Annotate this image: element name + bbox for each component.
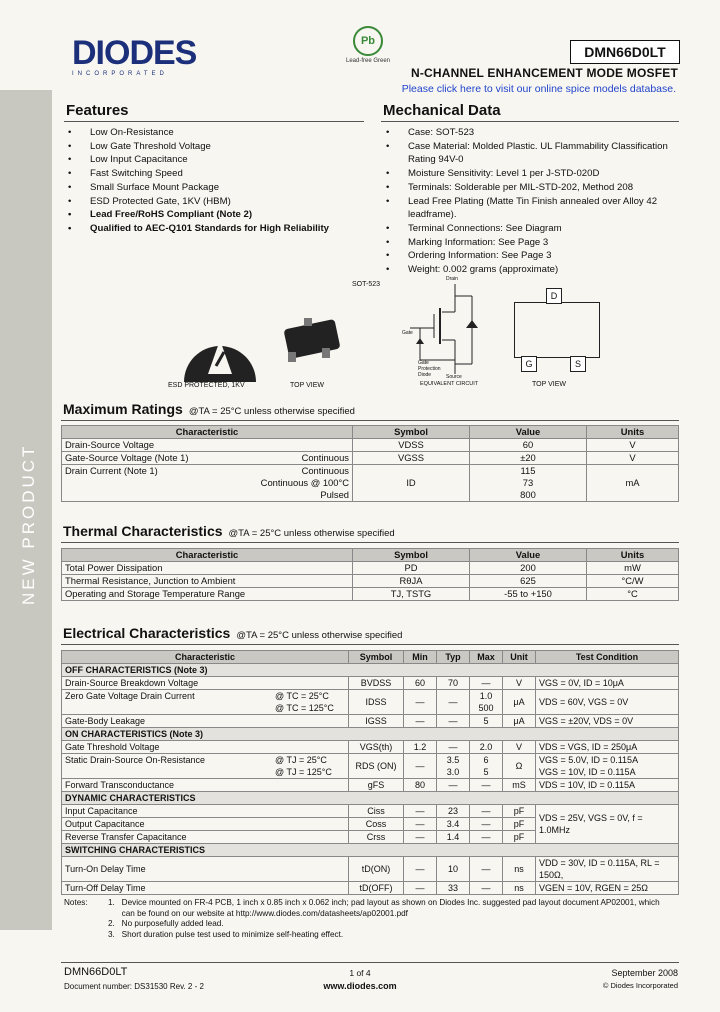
table-row: Turn-Off Delay Time tD(OFF) — 33 — ns VGEN = 10V, RGEN = 25Ω bbox=[62, 882, 679, 895]
table-row: Input Capacitance Ciss — 23 — pF VDS = 25V, VGS = 0V, f = 1.0MHz bbox=[62, 805, 679, 818]
device-subtitle: N-CHANNEL ENHANCEMENT MODE MOSFET bbox=[410, 66, 678, 80]
feature-item: • ESD Protected Gate, 1KV (HBM) bbox=[68, 195, 368, 209]
footer-copyright: © Diodes Incorporated bbox=[602, 981, 678, 990]
sot523-package-icon bbox=[282, 318, 342, 368]
features-list bbox=[68, 126, 368, 236]
electrical-table: Characteristic Symbol Min Typ Max Unit Test Condition OFF CHARACTERISTICS (Note 3) Drain-Source Breakdown Voltage BVDSS 60 70 — V VGS = 0V, ID = 10μA Zero Gate Voltage Drain Current @ TC = 25°C @ TC = 125°C IDSS — — 1.0 500 μA VDS = 60V, VGS = 0V Gate-Body Leakage IGSS — — 5 μA VGS = ±20V, VDS = 0V ON CHARACTERISTICS (Note 3) Gate Threshold Voltage VGS(th) 1.2 — 2.0 V VDS = VGS, ID = 250μA Static Drain-Source On-Resistance @ TJ = 25°C @ TJ = 125°C RDS (ON) — 3.5 3.0 6 5 Ω VGS = 5.0V, ID = 0.115A VGS = 10V, ID = 0.115A Forward Transconductance gFS 80 — — mS VDS = 10V, ID = 0.115A DYNAMIC CHARACTERISTICS Input Capacitance Ciss — 23 — pF VDS = 25V, VGS = 0V, f = 1.0MHz Output Capacitance Coss — 3.4 — pF Reverse Transfer Capacitance Crss — 1.4 — pF SWITCHING CHARACTERISTICS Turn-On Delay Time tD(ON) — 10 — ns VDD = 30V, ID = 0.115A, RL = 150Ω, Turn-Off Delay Time tD(OFF) — 33 — ns VGEN = 10V, RGEN = 25Ω bbox=[61, 650, 679, 895]
feature-item: • Fast Switching Speed bbox=[68, 167, 368, 181]
pin-d: D bbox=[546, 288, 562, 304]
note-item: 2. No purposefully added lead. bbox=[108, 919, 224, 928]
table-row: Gate-Source Voltage (Note 1) Continuous VGSS ±20 V bbox=[62, 452, 679, 465]
max-ratings-divider bbox=[61, 420, 679, 421]
logo-text: DIODES bbox=[72, 34, 197, 72]
top-view-caption-1: TOP VIEW bbox=[290, 382, 324, 389]
pin-s: S bbox=[570, 356, 586, 372]
sidebar-new-product: NEW PRODUCT bbox=[19, 443, 38, 605]
footer-page: 1 of 4 bbox=[349, 968, 371, 978]
electrical-divider bbox=[61, 644, 679, 645]
diodes-logo bbox=[72, 36, 212, 76]
equivalent-circuit-diagram bbox=[400, 284, 500, 380]
footer-divider bbox=[61, 962, 679, 963]
mechanical-item: • Weight: 0.002 grams (approximate) bbox=[386, 263, 676, 277]
feature-item: • Low Input Capacitance bbox=[68, 153, 368, 167]
mechanical-item: • Marking Information: See Page 3 bbox=[386, 236, 676, 250]
thermal-table: Characteristic Symbol Value Units Total Power Dissipation PD 200 mW Thermal Resistance, Junction to Ambient RθJA 625 °C/W Operating and Storage Temperature Range TJ, TSTG -55 to +150 °C bbox=[61, 548, 679, 601]
esd-symbol-icon bbox=[180, 318, 260, 384]
thermal-divider bbox=[61, 542, 679, 543]
table-row: Static Drain-Source On-Resistance @ TJ = 25°C @ TJ = 125°C RDS (ON) — 3.5 3.0 6 5 Ω VGS = 5.0V, ID = 0.115A VGS = 10V, ID = 0.115A bbox=[62, 754, 679, 779]
drain-label: Drain bbox=[446, 276, 458, 282]
top-view-caption-2: TOP VIEW bbox=[532, 381, 566, 388]
footer-date: September 2008 bbox=[611, 968, 678, 978]
feature-item: • Small Surface Mount Package bbox=[68, 181, 368, 195]
max-ratings-title: Maximum Ratings @TA = 25°C unless otherwise specified bbox=[63, 401, 355, 417]
feature-item: • Qualified to AEC-Q101 Standards for High Reliability bbox=[68, 222, 368, 236]
table-row: Drain-Source Voltage VDSS 60 V bbox=[62, 439, 679, 452]
table-row: Gate Threshold Voltage VGS(th) 1.2 — 2.0 V VDS = VGS, ID = 250μA bbox=[62, 741, 679, 754]
source-label: Source bbox=[446, 374, 462, 380]
feature-item: • Low Gate Threshold Voltage bbox=[68, 140, 368, 154]
feature-item: • Lead Free/RoHS Compliant (Note 2) bbox=[68, 208, 368, 222]
thermal-title: Thermal Characteristics @TA = 25°C unless otherwise specified bbox=[63, 523, 395, 539]
lead-free-label: Lead-free Green bbox=[345, 58, 391, 64]
notes-block bbox=[64, 898, 688, 940]
pin-g: G bbox=[521, 356, 537, 372]
electrical-title: Electrical Characteristics @TA = 25°C unless otherwise specified bbox=[63, 625, 403, 641]
table-row: Drain Current (Note 1) Continuous Continuous @ 100°C Pulsed ID 115 73 800 mA bbox=[62, 465, 679, 502]
feature-item: • Low On-Resistance bbox=[68, 126, 368, 140]
gate-protection-label: Gate Protection Diode bbox=[418, 360, 441, 378]
note-item: 3. Short duration pulse test used to minimize self-heating effect. bbox=[108, 929, 344, 939]
features-title: Features bbox=[66, 102, 129, 119]
mechanical-item: • Terminal Connections: See Diagram bbox=[386, 222, 676, 236]
mechanical-title: Mechanical Data bbox=[383, 102, 501, 119]
max-ratings-table: Characteristic Symbol Value Units Drain-Source Voltage VDSS 60 V Gate-Source Voltage (Note 1) Continuous VGSS ±20 V Drain Current (Note 1) Continuous Continuous @ 100°C Pulsed ID 115 73 800 mA bbox=[61, 425, 679, 502]
footer-website-link[interactable]: www.diodes.com bbox=[323, 981, 397, 991]
spice-models-link[interactable]: Please click here to visit our online spice models database. bbox=[401, 83, 676, 95]
equivalent-circuit-caption: EQUIVALENT CIRCUIT bbox=[420, 381, 479, 387]
notes-label: Notes: bbox=[64, 898, 88, 907]
mechanical-item: • Lead Free Plating (Matte Tin Finish annealed over Alloy 42 leadframe). bbox=[386, 195, 676, 222]
table-row: Gate-Body Leakage IGSS — — 5 μA VGS = ±20V, VDS = 0V bbox=[62, 715, 679, 728]
table-row: Thermal Resistance, Junction to Ambient RθJA 625 °C/W bbox=[62, 575, 679, 588]
part-number-box: DMN66D0LT bbox=[570, 40, 680, 64]
mechanical-item: • Ordering Information: See Page 3 bbox=[386, 249, 676, 263]
mechanical-list bbox=[386, 126, 676, 277]
features-divider bbox=[64, 121, 364, 122]
table-row: Reverse Transfer Capacitance Crss — 1.4 — pF bbox=[62, 831, 679, 844]
mechanical-divider bbox=[381, 121, 679, 122]
mechanical-item: • Case: SOT-523 bbox=[386, 126, 676, 140]
table-row: Turn-On Delay Time tD(ON) — 10 — ns VDD = 30V, ID = 0.115A, RL = 150Ω, bbox=[62, 857, 679, 882]
lead-free-badge bbox=[338, 26, 398, 64]
table-row: Output Capacitance Coss — 3.4 — pF bbox=[62, 818, 679, 831]
sot523-label: SOT-523 bbox=[352, 281, 381, 288]
pinout-top-view bbox=[514, 302, 600, 358]
pb-icon: Pb bbox=[353, 26, 383, 56]
table-row: Zero Gate Voltage Drain Current @ TC = 25°C @ TC = 125°C IDSS — — 1.0 500 μA VDS = 60V, VGS = 0V bbox=[62, 690, 679, 715]
mechanical-item: • Terminals: Solderable per MIL-STD-202, Method 208 bbox=[386, 181, 676, 195]
esd-caption: ESD PROTECTED, 1KV bbox=[168, 382, 245, 389]
mechanical-item: • Moisture Sensitivity: Level 1 per J-STD-020D bbox=[386, 167, 676, 181]
mechanical-item: • Case Material: Molded Plastic. UL Flammability Classification Rating 94V-0 bbox=[386, 140, 676, 167]
sidebar-band bbox=[0, 90, 52, 930]
logo-subtext: INCORPORATED bbox=[72, 71, 168, 77]
footer-doc-number: Document number: DS31530 Rev. 2 - 2 bbox=[64, 982, 204, 991]
footer-part: DMN66D0LT bbox=[64, 966, 128, 978]
table-row: Operating and Storage Temperature Range TJ, TSTG -55 to +150 °C bbox=[62, 588, 679, 601]
table-row: Forward Transconductance gFS 80 — — mS VDS = 10V, ID = 0.115A bbox=[62, 779, 679, 792]
note-item: 1. Device mounted on FR-4 PCB, 1 inch x 0.85 inch x 0.062 inch; pad layout as shown on Diodes Inc. suggested pad layout document AP02001, which bbox=[108, 898, 660, 907]
note-item: can be found on our website at http://www.diodes.com/datasheets/ap02001.pdf bbox=[108, 908, 408, 918]
gate-label: Gate bbox=[402, 330, 413, 336]
table-row: Drain-Source Breakdown Voltage BVDSS 60 70 — V VGS = 0V, ID = 10μA bbox=[62, 677, 679, 690]
table-row: Total Power Dissipation PD 200 mW bbox=[62, 562, 679, 575]
